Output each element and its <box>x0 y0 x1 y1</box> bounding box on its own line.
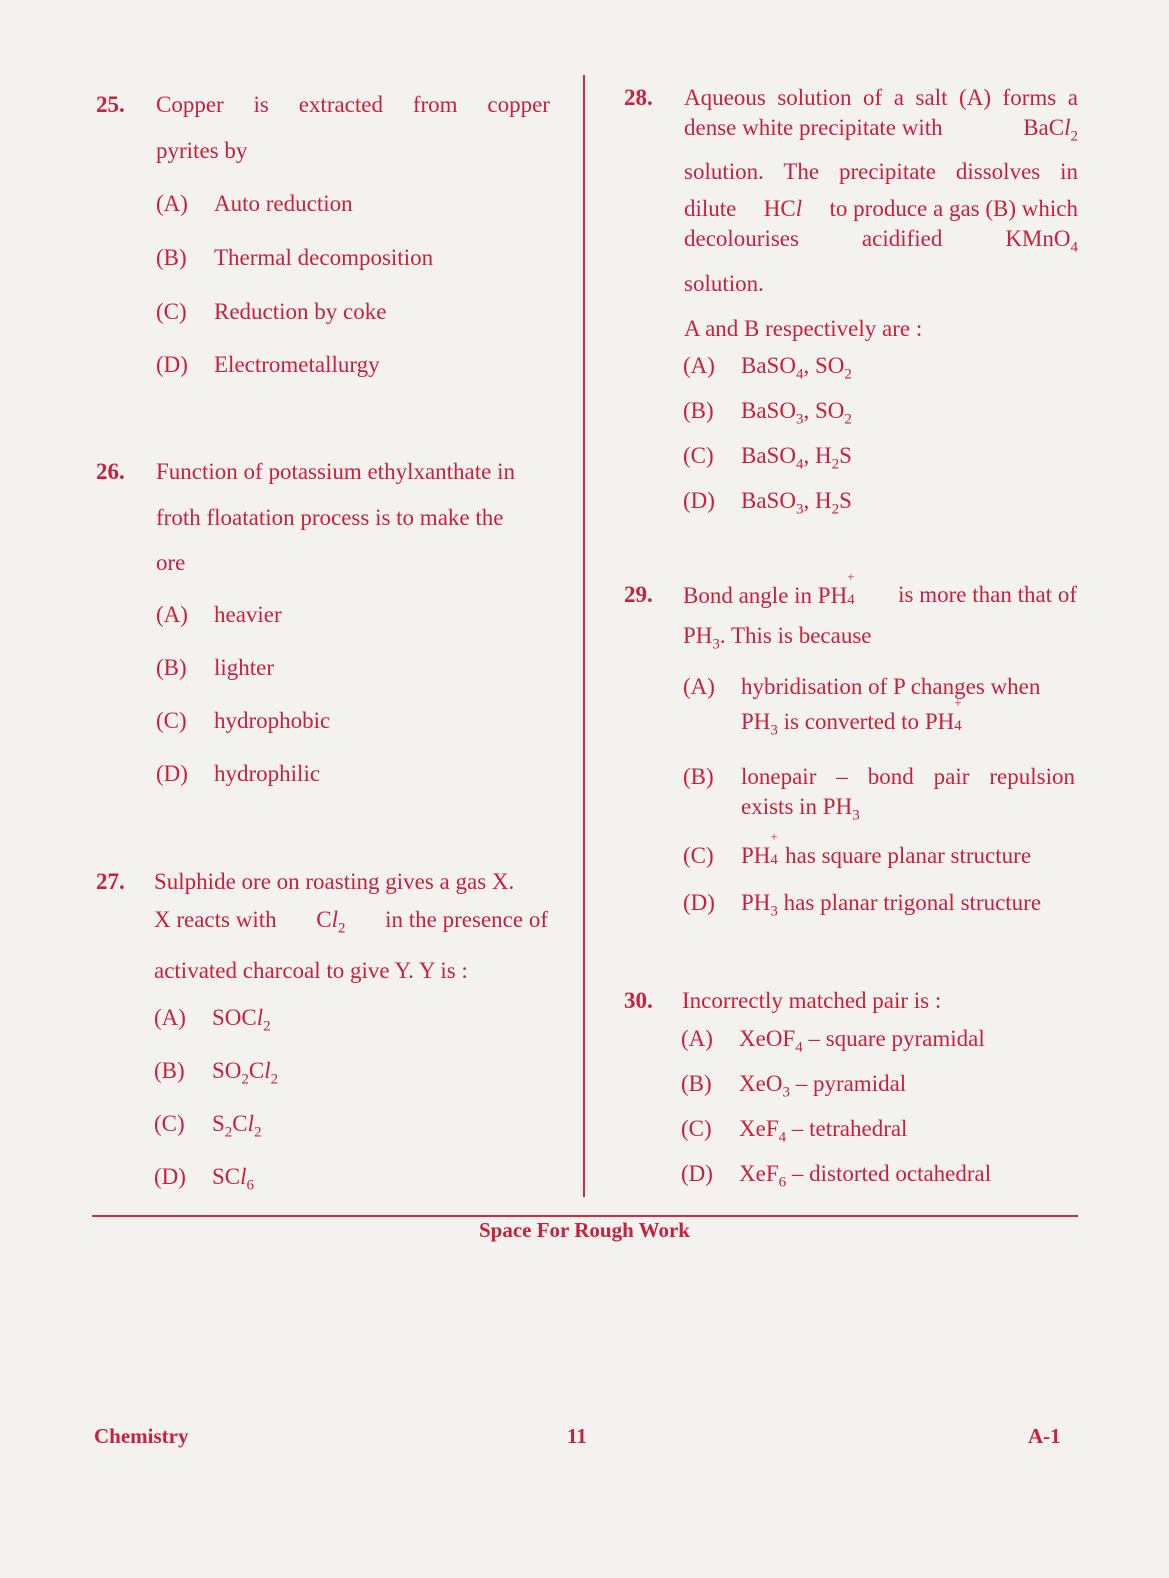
question-number: 27. <box>96 869 125 894</box>
q26-option-c <box>156 706 330 736</box>
chem-sub: 2 <box>263 1018 271 1035</box>
q25-option-d <box>156 350 380 380</box>
question-number: 26. <box>96 459 125 484</box>
chem-sup: + <box>954 695 962 710</box>
option-label: (A) <box>156 191 188 216</box>
option-label: (B) <box>156 655 187 680</box>
chem-sub: 4 <box>795 366 804 383</box>
option-label: (C) <box>156 708 187 733</box>
q25-option-c <box>156 297 386 327</box>
word: extracted <box>298 92 383 117</box>
chem-sub: 4 <box>778 1129 787 1146</box>
chem-part: l <box>256 1005 264 1030</box>
chem-part: SC <box>212 1164 241 1189</box>
chem-part: l <box>331 907 339 932</box>
question-number: 29. <box>624 582 653 607</box>
text-span: is more than that of <box>898 582 1077 607</box>
q26-option-d <box>156 759 320 789</box>
chem-sub: 4 <box>954 718 962 734</box>
q29-option-d <box>683 888 1041 918</box>
chem-sub: 3 <box>782 1084 790 1101</box>
chem-part: l <box>1064 115 1071 140</box>
chem-part: , SO <box>803 398 845 423</box>
chem-bacl2 <box>1023 113 1078 143</box>
text-span: acidified <box>861 226 943 251</box>
chem-part: XeF <box>739 1116 779 1141</box>
option-label: (D) <box>154 1164 186 1189</box>
q28-option-b <box>683 396 852 426</box>
chem-part: BaSO <box>741 488 796 513</box>
q25-option-b <box>156 243 433 273</box>
section-divider <box>92 1215 1078 1217</box>
chem-part: l <box>247 1111 255 1136</box>
chem-sub: 2 <box>844 411 852 428</box>
option-text: lighter <box>214 655 275 680</box>
chem-sub: 6 <box>246 1177 255 1194</box>
chem-part: BaSO <box>741 443 796 468</box>
chem-part: , H <box>803 443 832 468</box>
question-text-line2 <box>684 113 1078 143</box>
q25-option-a <box>156 189 353 219</box>
question-number: 25. <box>96 92 125 117</box>
text-group <box>683 569 856 611</box>
option-label: (A) <box>683 353 715 378</box>
text-span: . This is because <box>719 623 872 648</box>
q27-option-d <box>154 1162 254 1192</box>
chem-part: XeO <box>739 1071 783 1096</box>
option-text: heavier <box>214 602 282 627</box>
chem-sub: 2 <box>1070 128 1078 145</box>
chem-sub: 3 <box>712 636 720 653</box>
option-text: Electrometallurgy <box>214 352 380 377</box>
chem-hcl <box>764 194 802 224</box>
chem-part: XeF <box>739 1161 779 1186</box>
question-text-line2 <box>683 621 872 651</box>
chem-part: SOC <box>212 1005 257 1030</box>
chem-sub: 4 <box>795 1039 803 1056</box>
q26-option-b <box>156 653 274 683</box>
footer-subject: Chemistry <box>94 1424 189 1448</box>
text-span: to produce a gas (B) which <box>829 196 1078 221</box>
chem-sub: 3 <box>795 501 804 518</box>
chem-part: l <box>795 196 803 221</box>
chem-sub: 2 <box>254 1124 262 1141</box>
chem-stack <box>847 569 856 608</box>
option-label: (C) <box>683 443 714 468</box>
chem-part: PH <box>741 843 771 868</box>
q28-option-d <box>683 486 852 516</box>
q27-option-b <box>154 1056 278 1086</box>
option-label: (B) <box>681 1071 712 1096</box>
chem-cl2 <box>316 905 345 935</box>
question-text-line3: solution. The precipitate dissolves in <box>684 159 1078 184</box>
question-text-line2 <box>154 905 548 935</box>
option-text: Thermal decomposition <box>214 245 434 270</box>
option-label: (B) <box>683 764 714 789</box>
option-label: (B) <box>156 245 187 270</box>
text-span: is converted to <box>783 709 920 734</box>
question-text-line6: solution. <box>684 271 764 296</box>
option-label: (D) <box>681 1161 713 1186</box>
rough-work-heading: Space For Rough Work <box>478 1218 690 1242</box>
chem-part: C <box>232 1111 248 1136</box>
option-text: – square pyramidal <box>802 1026 985 1051</box>
option-label: (C) <box>154 1111 185 1136</box>
option-text: has planar trigonal structure <box>783 890 1042 915</box>
column-divider <box>583 75 585 1197</box>
chem-part: , SO <box>803 353 845 378</box>
option-label: (D) <box>156 352 188 377</box>
text-span: exists in <box>741 794 818 819</box>
text-span: dilute <box>684 196 737 221</box>
chem-part: PH <box>822 794 853 819</box>
question-text-line2: froth floatation process is to make the <box>156 505 504 530</box>
chem-part: PH <box>683 623 713 648</box>
question-text-line4 <box>684 194 1078 224</box>
chem-sub: 2 <box>224 1124 233 1141</box>
q27-option-c <box>154 1109 262 1139</box>
chem-part: XeOF <box>739 1026 796 1051</box>
chem-sub: 2 <box>831 501 840 518</box>
chem-sub: 3 <box>770 722 778 739</box>
option-text: Auto reduction <box>214 191 353 216</box>
option-label: (A) <box>154 1005 186 1030</box>
chem-part: PH <box>924 709 955 734</box>
chem-sub: 4 <box>1070 239 1078 256</box>
option-text: – pyramidal <box>789 1071 907 1096</box>
q28-option-c <box>683 441 852 471</box>
option-text-line2 <box>741 792 860 822</box>
question-text: Function of potassium ethylxanthate in <box>156 459 516 484</box>
chem-sub: 3 <box>852 807 860 824</box>
chem-part: S <box>839 488 852 513</box>
chem-part: SO <box>212 1058 242 1083</box>
chem-sup: + <box>770 829 778 844</box>
question-lead: Incorrectly matched pair is : <box>682 988 942 1013</box>
chem-sub: 4 <box>795 456 804 473</box>
question-text-line3: activated charcoal to give Y. Y is : <box>154 958 468 983</box>
word: pair <box>933 764 970 789</box>
chem-part: l <box>240 1164 247 1189</box>
word: bond <box>867 764 914 789</box>
option-label: (A) <box>683 674 715 699</box>
q29-option-b <box>683 762 1077 824</box>
q29-option-a <box>683 672 1077 739</box>
question-text: Aqueous solution of a salt (A) forms a <box>684 85 1078 110</box>
chem-sub: 2 <box>831 456 840 473</box>
option-text <box>741 762 1075 792</box>
footer-paper-code: A-1 <box>1028 1424 1061 1448</box>
word: Copper <box>156 92 224 117</box>
option-text: has square planar structure <box>785 843 1032 868</box>
word: repulsion <box>989 764 1075 789</box>
chem-part: KMnO <box>1005 226 1071 251</box>
q30-option-a <box>681 1024 985 1054</box>
option-label: (B) <box>154 1058 185 1083</box>
chem-sub: 2 <box>844 366 852 383</box>
chem-sub: 3 <box>770 903 778 920</box>
q30-option-d <box>681 1159 991 1189</box>
chem-kmno4 <box>1005 224 1078 254</box>
question-text-line2: pyrites by <box>156 138 248 163</box>
option-label: (B) <box>683 398 714 423</box>
word: is <box>253 92 269 117</box>
option-label: (D) <box>683 488 715 513</box>
question-text <box>683 569 1077 611</box>
chem-part: l <box>264 1058 271 1083</box>
option-text: Reduction by coke <box>214 299 387 324</box>
option-text: hybridisation of P changes when <box>741 674 1041 699</box>
q30-option-c <box>681 1114 907 1144</box>
chem-part: S <box>212 1111 225 1136</box>
chem-part: PH <box>741 709 771 734</box>
chem-sub: 2 <box>241 1071 249 1088</box>
word: – <box>836 764 848 789</box>
chem-part: BaC <box>1023 115 1065 140</box>
word: copper <box>487 92 550 117</box>
chem-part: PH <box>741 890 771 915</box>
question-text-line5 <box>684 224 1078 254</box>
chem-part: C <box>248 1058 265 1083</box>
word: lonepair <box>741 764 817 789</box>
option-text: – distorted octahedral <box>786 1161 992 1186</box>
chem-part: PH <box>817 583 848 608</box>
option-label: (C) <box>683 843 714 868</box>
chem-sub: 4 <box>847 592 855 608</box>
footer-page-number: 11 <box>567 1424 587 1448</box>
chem-part: C <box>316 907 332 932</box>
question-text-line3: ore <box>156 550 186 575</box>
chem-sup: + <box>847 569 855 584</box>
q27-option-a <box>154 1003 271 1033</box>
question-text: Sulphide ore on roasting gives a gas X. <box>154 869 515 894</box>
chem-sub: 2 <box>338 920 346 937</box>
word: from <box>412 92 458 117</box>
question-number: 30. <box>624 988 653 1013</box>
q29-option-c <box>683 829 1032 871</box>
q28-option-a <box>683 351 852 381</box>
text-span: decolourises <box>684 226 799 251</box>
q26-option-a <box>156 600 282 630</box>
text-span: X reacts with <box>154 907 277 932</box>
chem-sub: 4 <box>770 852 778 868</box>
chem-part: BaSO <box>741 398 796 423</box>
chem-part: , H <box>803 488 832 513</box>
chem-sub: 2 <box>270 1071 279 1088</box>
text-span: Bond angle in <box>683 583 813 608</box>
chem-part: S <box>839 443 852 468</box>
chem-stack <box>954 695 963 734</box>
option-text-line2 <box>741 695 963 739</box>
option-label: (C) <box>681 1116 712 1141</box>
option-text: – tetrahedral <box>786 1116 908 1141</box>
option-text: hydrophilic <box>214 761 321 786</box>
chem-sub: 6 <box>778 1174 787 1191</box>
chem-sub: 3 <box>795 411 804 428</box>
option-label: (D) <box>156 761 188 786</box>
option-label: (A) <box>156 602 188 627</box>
question-number: 28. <box>624 85 653 110</box>
text-span: in the presence of <box>385 907 548 932</box>
option-label: (D) <box>683 890 715 915</box>
option-text: hydrophobic <box>214 708 331 733</box>
option-label: (A) <box>681 1026 713 1051</box>
text-span: dense white precipitate with <box>684 115 943 140</box>
q30-option-b <box>681 1069 906 1099</box>
chem-part: BaSO <box>741 353 796 378</box>
chem-part: HC <box>763 196 796 221</box>
option-label: (C) <box>156 299 187 324</box>
question-lead: A and B respectively are : <box>684 316 923 341</box>
chem-stack <box>770 829 779 868</box>
question-text <box>156 90 550 120</box>
